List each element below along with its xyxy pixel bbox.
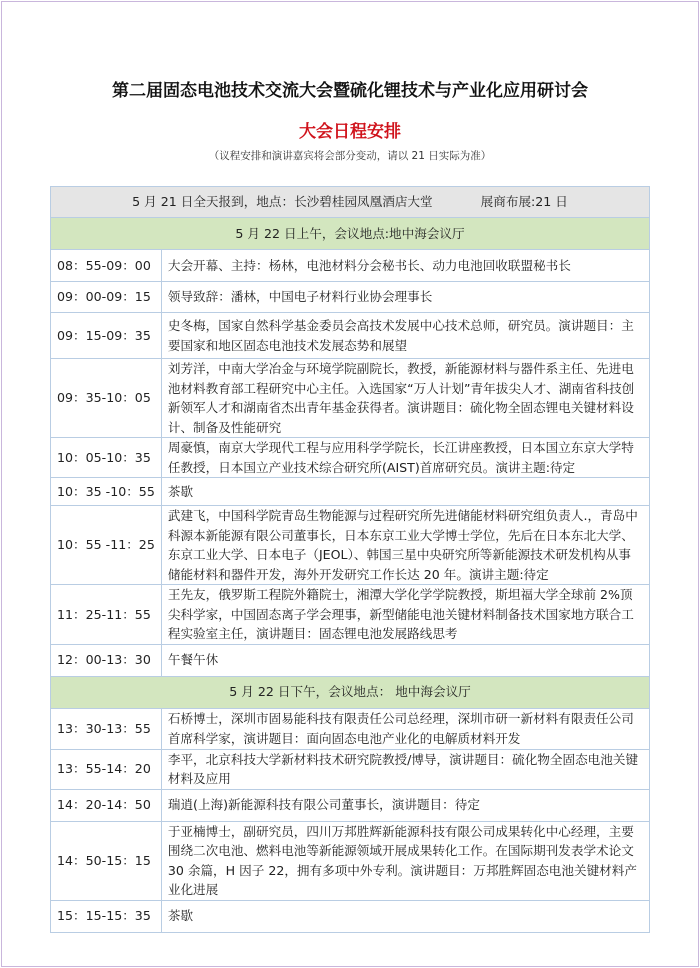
afternoon-header: 5 月 22 日下午，会议地点： 地中海会议厅 [51, 676, 650, 708]
time-cell: 09：15-09：35 [51, 313, 162, 359]
content-cell: 李平，北京科技大学新材料技术研究院教授/博导，演讲题目：硫化物全固态电池关键材料及应用 [161, 749, 649, 789]
content-cell: 武建飞，中国科学院青岛生物能源与过程研究所先进储能材料研究组负责人.，青岛中科源本新能源有限公司董事长，日本东京工业大学博士学位，先后在日本东北大学、东京工业大学、日本电子（JEOL）、韩国三星中央研究所等新能源技术研发机构从事储能材料和器件开发，海外开发研究工作长达 20 年。演讲主题:待定 [161, 506, 649, 585]
schedule-note: （议程安排和演讲嘉宾将会部分变动，请以 21 日实际为准） [208, 150, 492, 162]
registration-cell [51, 187, 650, 218]
time-cell: 14：20-14：50 [51, 789, 162, 821]
schedule-row [51, 506, 650, 585]
content-cell: 王先友，俄罗斯工程院外籍院士，湘潭大学化学学院教授，斯坦福大学全球前 2%顶尖科学家，中国固态离子学会理事，新型储能电池关键材料制备技术国家地方联合工程实验室主任，演讲题目：固态锂电池发展路线思考 [161, 585, 649, 645]
schedule-table [50, 186, 650, 933]
content-cell: 史冬梅，国家自然科学基金委员会高技术发展中心技术总师，研究员。演讲题目：主要国家和地区固态电池技术发展态势和展望 [161, 313, 649, 359]
schedule-row [51, 478, 650, 506]
schedule-row [51, 644, 650, 676]
schedule-row [51, 313, 650, 359]
content-cell: 周豪慎，南京大学现代工程与应用科学学院长，长江讲座教授，日本国立东京大学特任教授，日本国立产业技术综合研究所(AIST)首席研究员。演讲主题:待定 [161, 438, 649, 478]
time-cell: 10：05-10：35 [51, 438, 162, 478]
time-cell: 09：00-09：15 [51, 282, 162, 313]
afternoon-header-row [51, 676, 650, 708]
content-cell: 茶歇 [161, 900, 649, 932]
content-cell: 午餐午休 [161, 644, 649, 676]
time-cell: 11：25-11：55 [51, 585, 162, 645]
schedule-heading: 大会日程安排 [299, 122, 401, 142]
schedule-row [51, 789, 650, 821]
time-cell: 14：50-15：15 [51, 821, 162, 900]
document-title: 第二届固态电池技术交流大会暨硫化锂技术与产业化应用研讨会 [112, 81, 588, 101]
schedule-row [51, 438, 650, 478]
morning-header: 5 月 22 日上午，会议地点:地中海会议厅 [51, 218, 650, 250]
content-cell: 于亚楠博士，副研究员，四川万邦胜辉新能源科技有限公司成果转化中心经理，主要围绕二次电池、燃料电池等新能源领域开展成果转化工作。在国际期刊发表学术论文 30 余篇，H 因子 22，拥有多项中外专利。演讲题目：万邦胜辉固态电池关键材料产业化进展 [161, 821, 649, 900]
schedule-row [51, 749, 650, 789]
time-cell: 10：55 -11：25 [51, 506, 162, 585]
schedule-row [51, 359, 650, 438]
time-cell: 12：00-13：30 [51, 644, 162, 676]
content-cell: 石桥博士，深圳市固易能科技有限责任公司总经理，深圳市研一新材料有限责任公司首席科学家，演讲题目：面向固态电池产业化的电解质材料开发 [161, 708, 649, 749]
content-cell: 瑞逍(上海)新能源科技有限公司董事长，演讲题目：待定 [161, 789, 649, 821]
registration-row [51, 187, 650, 218]
content-cell: 领导致辞：潘林，中国电子材料行业协会理事长 [161, 282, 649, 313]
schedule-row [51, 282, 650, 313]
morning-header-row [51, 218, 650, 250]
time-cell: 09：35-10：05 [51, 359, 162, 438]
schedule-row [51, 708, 650, 749]
registration-text: 5 月 21 日全天报到，地点：长沙碧桂园凤凰酒店大堂 [132, 194, 433, 210]
schedule-row [51, 585, 650, 645]
schedule-row [51, 250, 650, 282]
time-cell: 08：55-09：00 [51, 250, 162, 282]
time-cell: 13：30-13：55 [51, 708, 162, 749]
time-cell: 15：15-15：35 [51, 900, 162, 932]
content-cell: 茶歇 [161, 478, 649, 506]
content-cell: 刘芳洋，中南大学冶金与环境学院副院长，教授，新能源材料与器件系主任、先进电池材料教育部工程研究中心主任。入选国家“万人计划”青年拔尖人才、湖南省科技创新领军人才和湖南省杰出青年基金获得者。演讲题目：硫化物全固态锂电关键材料设计、制备及性能研究 [161, 359, 649, 438]
time-cell: 10：35 -10：55 [51, 478, 162, 506]
schedule-row [51, 900, 650, 932]
time-cell: 13：55-14：20 [51, 749, 162, 789]
content-cell: 大会开幕、主持：杨林，电池材料分会秘书长、动力电池回收联盟秘书长 [161, 250, 649, 282]
exhibit-text: 展商布展:21 日 [480, 194, 568, 210]
schedule-row [51, 821, 650, 900]
